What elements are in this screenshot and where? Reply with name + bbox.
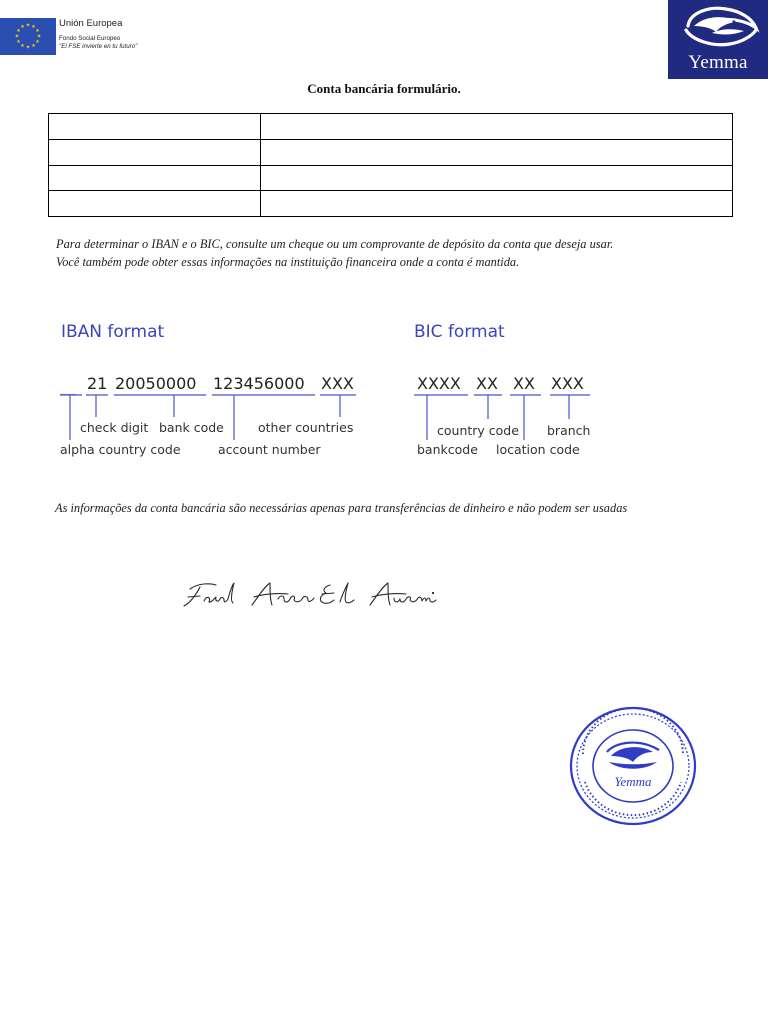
signature-image: [180, 575, 442, 615]
svg-text:★: ★: [14, 33, 20, 40]
yemma-logo-text: Yemma: [688, 52, 748, 73]
iban-format-title: IBAN format: [61, 322, 165, 342]
svg-text:★: ★: [20, 43, 25, 49]
iban-check-digits: 21: [87, 374, 108, 393]
eu-motto: "El FSE invierte en tu futuro": [59, 43, 138, 50]
eu-title: Unión Europea: [59, 18, 123, 29]
iban-check-digit-label: check digit: [80, 420, 149, 435]
iban-bank-code: 20050000: [115, 374, 197, 393]
bic-branch-code: XXX: [551, 374, 584, 393]
iban-other-countries-label: other countries: [258, 420, 354, 435]
iban-country-placeholder: __: [60, 376, 76, 395]
svg-text:★: ★: [20, 24, 25, 30]
page-title: Conta bancária formulário.: [307, 81, 461, 96]
instruction-line: Para determinar o IBAN e o BIC, consulte um cheque ou um comprovante de depósito da conta que deseja usar.: [56, 237, 614, 251]
bic-country-code: XX: [476, 374, 498, 393]
usage-notice: As informações da conta bancária são necessárias apenas para transferências de dinheiro e não podem ser usadas: [55, 501, 628, 515]
bic-branch-label: branch: [547, 423, 591, 438]
company-stamp: [569, 704, 699, 828]
bic-bankcode-label: bankcode: [417, 442, 478, 457]
svg-text:★: ★: [31, 43, 36, 49]
svg-text:★: ★: [16, 39, 21, 45]
bic-location-code-label: location code: [496, 442, 580, 457]
svg-text:★: ★: [36, 33, 42, 40]
instruction-line: Você também pode obter essas informações na instituição financeira onde a conta é mantida.: [56, 255, 520, 269]
bic-country-code-label: country code: [437, 423, 519, 438]
bic-bank-code: XXXX: [417, 374, 461, 393]
svg-text:★: ★: [35, 39, 40, 45]
stamp-logo-text: Yemma: [614, 774, 652, 789]
bic-location-code: XX: [513, 374, 535, 393]
iban-alpha-country-label: alpha country code: [60, 442, 181, 457]
format-connector-lines: [0, 0, 768, 470]
svg-text:★: ★: [25, 44, 31, 51]
iban-account-number-label: account number: [218, 442, 321, 457]
iban-account-number: 123456000: [213, 374, 305, 393]
eu-fund-name: Fondo Social Europeo: [59, 35, 121, 42]
iban-bank-code-label: bank code: [159, 420, 224, 435]
svg-text:★: ★: [25, 22, 31, 29]
svg-text:★: ★: [35, 28, 40, 34]
svg-text:★: ★: [16, 28, 21, 34]
svg-text:★: ★: [31, 24, 36, 30]
bic-format-title: BIC format: [414, 322, 505, 342]
iban-other-countries: XXX: [321, 374, 354, 393]
